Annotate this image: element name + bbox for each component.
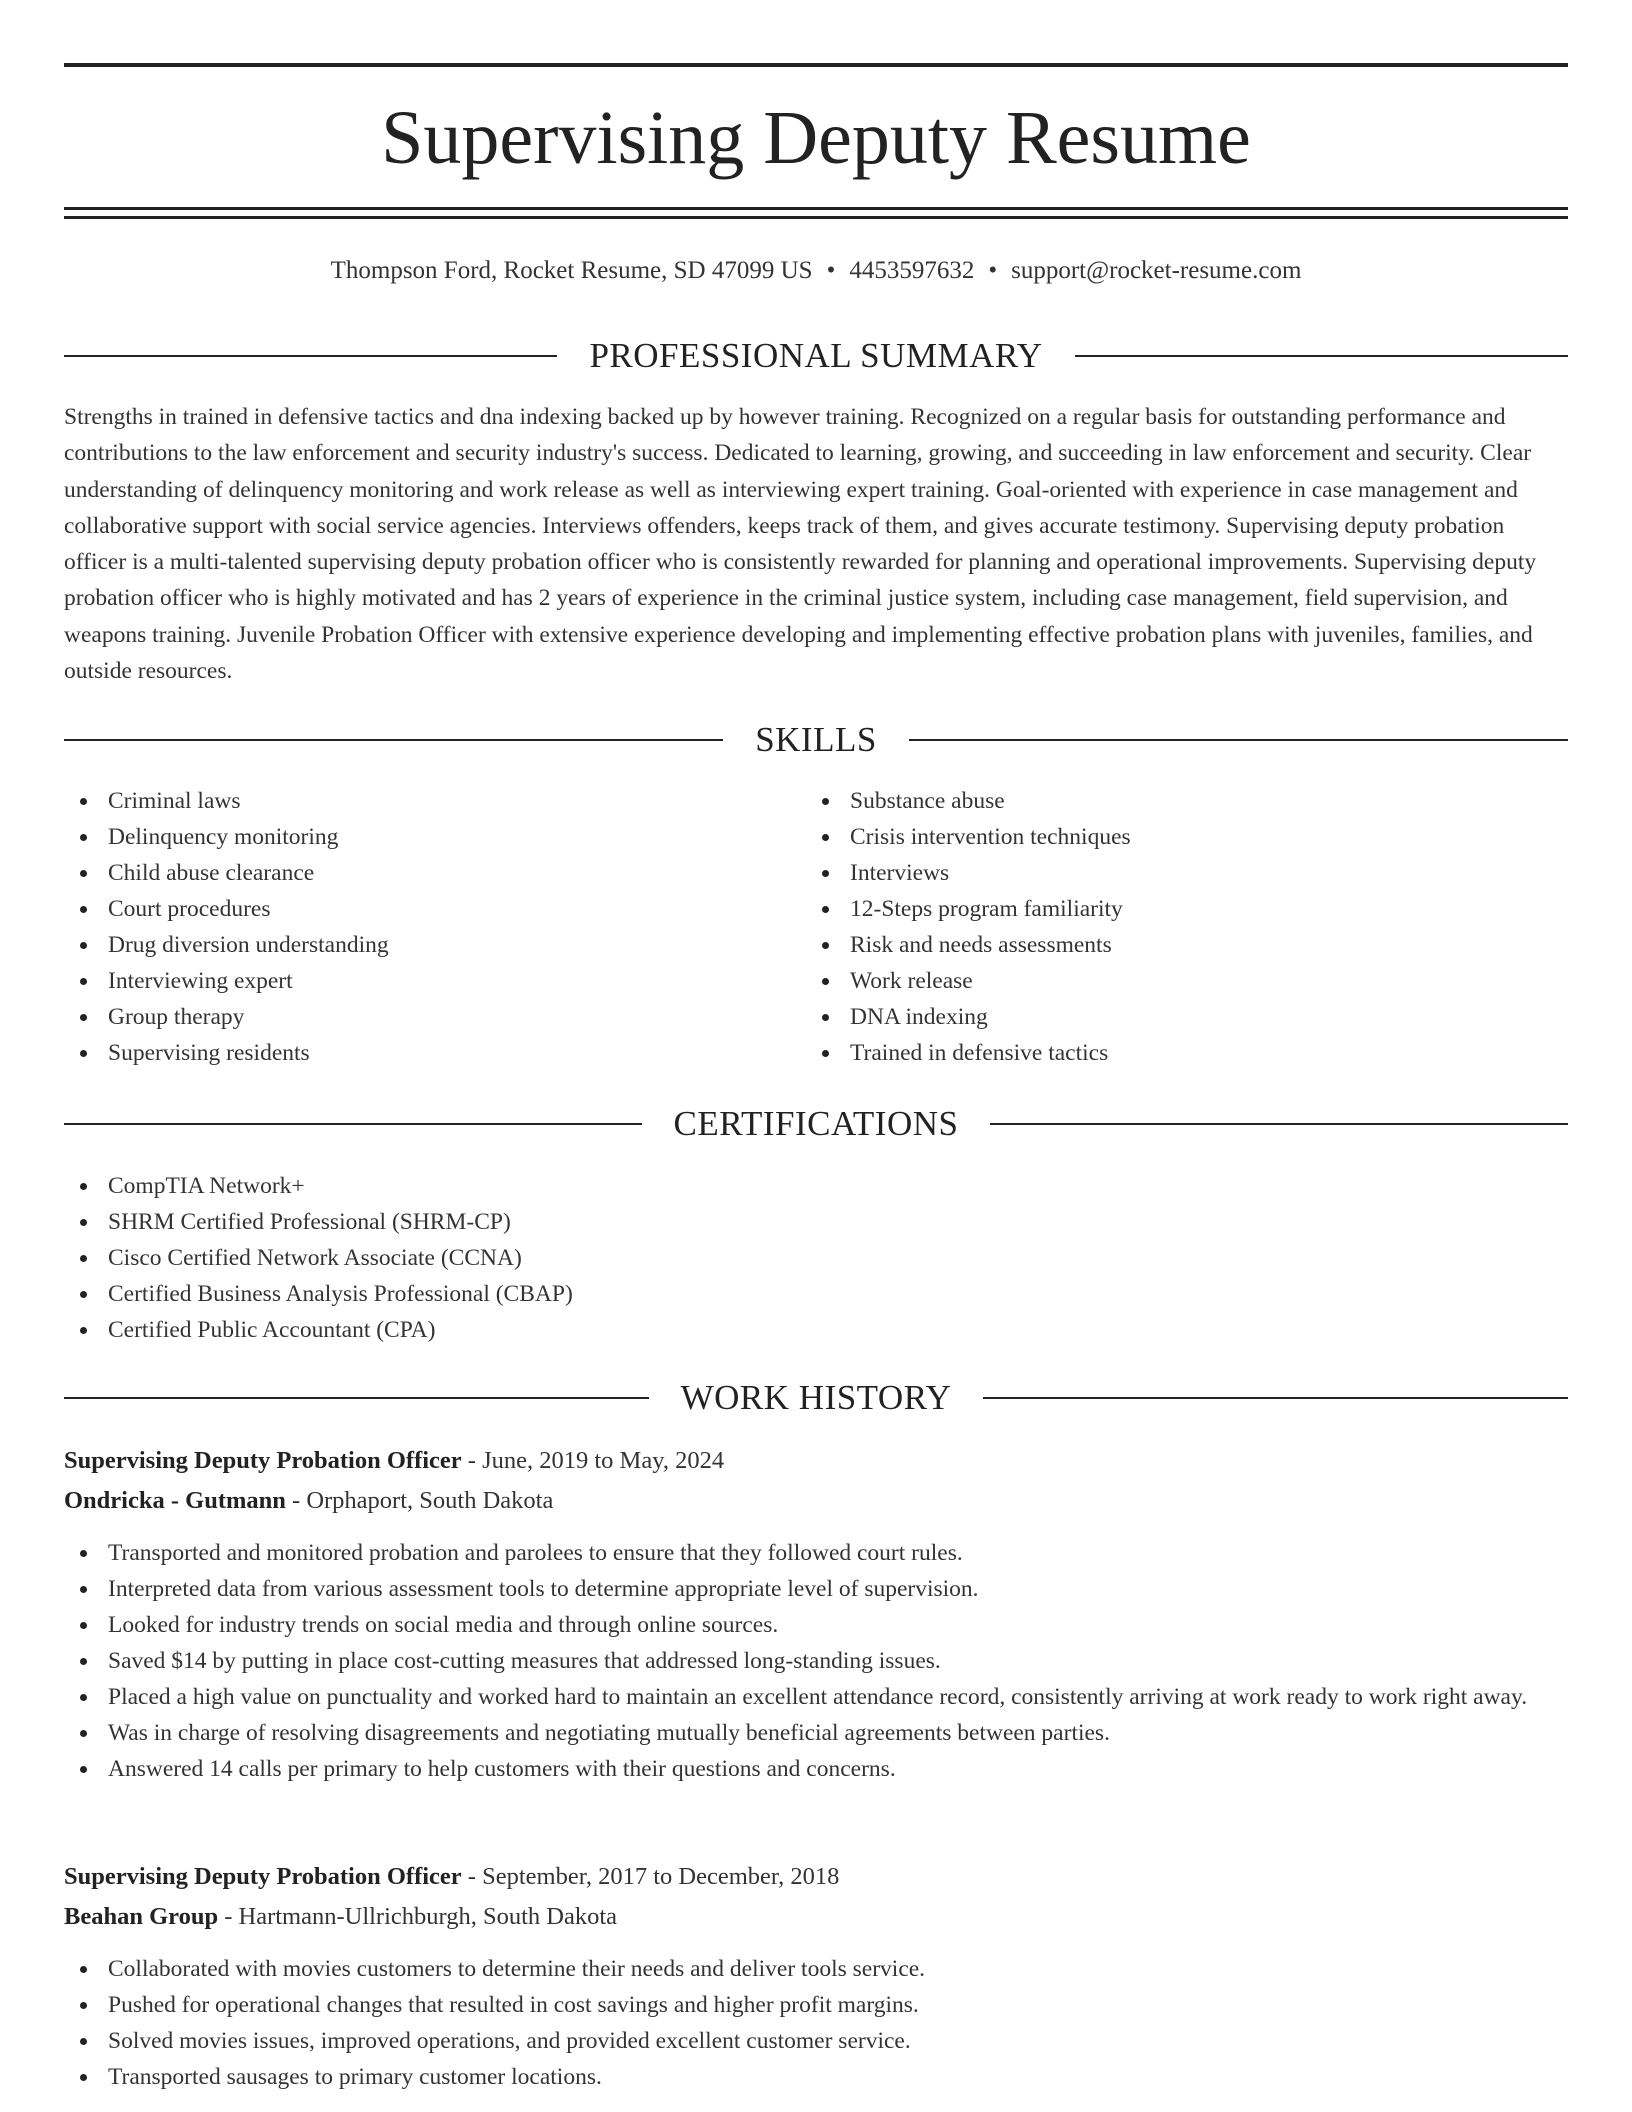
section-title: CERTIFICATIONS [673,1104,959,1143]
contact-email[interactable]: support@rocket-resume.com [1011,257,1302,284]
job-location: - Orphaport, South Dakota [285,1487,554,1514]
title-double-rule [64,207,1568,219]
job-duty: Saved $14 by putting in place cost-cutting measures that addressed long-standing issues. [64,1643,1568,1679]
skill-item: Interviewing expert [64,963,804,999]
heading-rule [990,1123,1568,1125]
heading-rule [983,1397,1568,1399]
certification-item: Certified Business Analysis Professional (CBAP) [64,1276,1568,1312]
section-heading-work-history [64,1378,1568,1418]
skill-item: 12-Steps program familiarity [806,891,1546,927]
skill-item: Trained in defensive tactics [806,1035,1546,1071]
certification-item: Certified Public Accountant (CPA) [64,1312,1568,1348]
heading-rule [64,1397,649,1399]
contact-phone: 4453597632 [849,257,975,284]
skill-item: Crisis intervention techniques [806,819,1546,855]
job-duty: Placed a high value on punctuality and worked hard to maintain an excellent attendance record, consistently arriving at work ready to work right away. [64,1679,1568,1715]
contact-line [64,255,1568,287]
job-duty: Was in charge of resolving disagreements and negotiating mutually beneficial agreements between parties. [64,1715,1568,1751]
section-title: PROFESSIONAL SUMMARY [589,336,1043,375]
summary-text: Strengths in trained in defensive tactics and dna indexing backed up by however training. Recognized on a regular basis for outstanding performance and contributions to the law enforcement and security industry's success. Dedicated to learning, growing, and succeeding in law enforcement and security. Clear understanding of delinquency monitoring and work release as well as interviewing expert training. Goal-oriented with experience in case management and collaborative support with social service agencies. Interviews offenders, keeps track of them, and gives accurate testimony. Supervising deputy probation officer is a multi-talented supervising deputy probation officer who is consistently rewarded for planning and operational improvements. Supervising deputy probation officer who is highly motivated and has 2 years of experience in the criminal justice system, including case management, field supervision, and weapons training. Juvenile Probation Officer with extensive experience developing and implementing effective probation plans with juveniles, families, and outside resources. [64,404,1537,685]
skill-item: Criminal laws [64,783,804,819]
resume-title: Supervising Deputy Resume [381,96,1251,180]
job-company: Ondricka - Gutmann [64,1487,286,1514]
section-title: WORK HISTORY [680,1378,952,1417]
job-duty: Transported sausages to primary customer locations. [64,2059,1568,2095]
heading-rule [909,739,1568,741]
contact-address: Thompson Ford, Rocket Resume, SD 47099 US [330,257,813,284]
job-location: - Hartmann-Ullrichburgh, South Dakota [218,1903,618,1930]
skills-list-right [806,783,1546,1071]
job-title-line [64,1443,1568,1479]
job-title: Supervising Deputy Probation Officer [64,1447,462,1474]
skill-item: Work release [806,963,1546,999]
skill-item: Delinquency monitoring [64,819,804,855]
contact-separator: • [988,257,998,284]
skill-item: Supervising residents [64,1035,804,1071]
job-duties-list [64,1535,1568,1787]
job-company: Beahan Group [64,1903,219,1930]
job-title: Supervising Deputy Probation Officer [64,1863,462,1890]
job-duty: Interpreted data from various assessment tools to determine appropriate level of supervision. [64,1571,1568,1607]
heading-rule [64,739,723,741]
skills-list-left [64,783,804,1071]
skill-item: Group therapy [64,999,804,1035]
certification-item: CompTIA Network+ [64,1168,1568,1204]
job-company-line [64,1899,1568,1935]
skill-item: Court procedures [64,891,804,927]
job-duties-list [64,1951,1568,2095]
job-title-line [64,1859,1568,1895]
job-dates: - September, 2017 to December, 2018 [461,1863,840,1890]
section-heading-skills [64,720,1568,760]
job-duty: Collaborated with movies customers to determine their needs and deliver tools service. [64,1951,1568,1987]
skill-item: Substance abuse [806,783,1546,819]
job-dates: - June, 2019 to May, 2024 [461,1447,725,1474]
job-duty: Pushed for operational changes that resulted in cost savings and higher profit margins. [64,1987,1568,2023]
job-duty: Answered 14 calls per primary to help customers with their questions and concerns. [64,1751,1568,1787]
skill-item: DNA indexing [806,999,1546,1035]
heading-rule [64,355,557,357]
contact-separator: • [826,257,836,284]
job-duty: Looked for industry trends on social media and through online sources. [64,1607,1568,1643]
certification-item: SHRM Certified Professional (SHRM-CP) [64,1204,1568,1240]
skill-item: Interviews [806,855,1546,891]
certification-item: Cisco Certified Network Associate (CCNA) [64,1240,1568,1276]
job-duty: Solved movies issues, improved operations, and provided excellent customer service. [64,2023,1568,2059]
certifications-list [64,1168,1568,1348]
top-rule [64,63,1568,67]
job-duty: Transported and monitored probation and parolees to ensure that they followed court rules. [64,1535,1568,1571]
heading-rule [64,1123,642,1125]
job-company-line [64,1483,1568,1519]
section-title: SKILLS [755,720,877,759]
section-heading-certifications [64,1104,1568,1144]
skill-item: Risk and needs assessments [806,927,1546,963]
skill-item: Drug diversion understanding [64,927,804,963]
heading-rule [1075,355,1568,357]
section-heading-summary [64,336,1568,376]
skill-item: Child abuse clearance [64,855,804,891]
